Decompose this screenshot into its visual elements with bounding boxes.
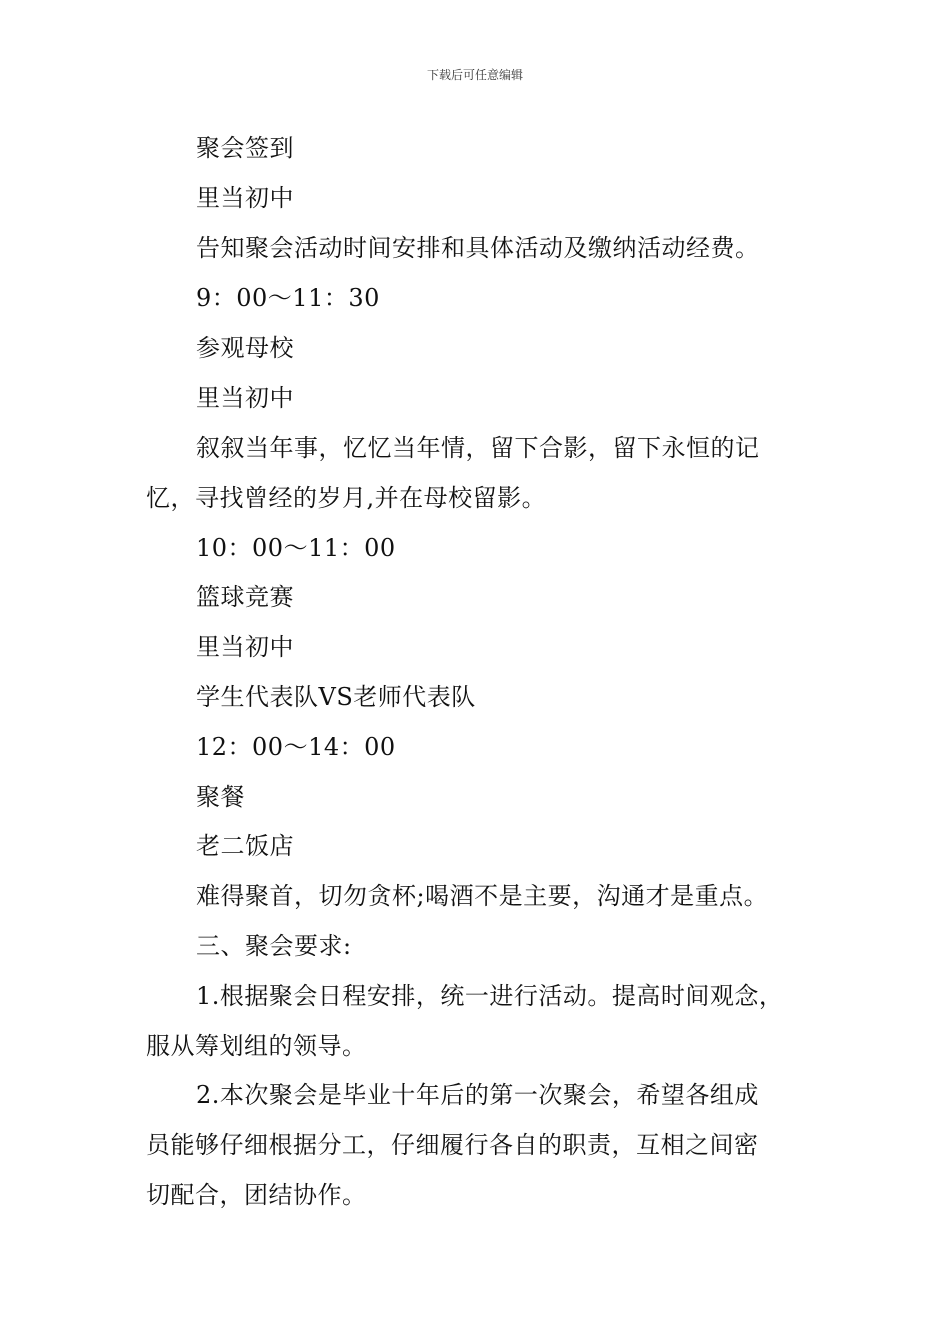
visit-time: 9：00～11：30 [196,284,380,312]
checkin-title: 聚会签到 [196,134,294,162]
requirement-1-line1: 1.根据聚会日程安排，统一进行活动。提高时间观念， [196,982,784,1010]
requirement-1-line2: 服从筹划组的领导。 [146,1032,367,1060]
visit-description-line1: 叙叙当年事，忆忆当年情，留下合影，留下永恒的记 [196,434,760,462]
requirement-2-line1: 2.本次聚会是毕业十年后的第一次聚会，希望各组成 [196,1081,759,1109]
meal-time: 12：00～14：00 [196,733,396,761]
requirement-2-line3: 切配合，团结协作。 [146,1181,367,1209]
requirement-2-line2: 员能够仔细根据分工，仔细履行各自的职责，互相之间密 [146,1131,759,1159]
meal-description: 难得聚首，切勿贪杯;喝酒不是主要，沟通才是重点。 [196,882,769,910]
basketball-description: 学生代表队VS老师代表队 [196,683,476,711]
checkin-description: 告知聚会活动时间安排和具体活动及缴纳活动经费。 [196,234,760,262]
basketball-place: 里当初中 [196,633,294,661]
visit-title: 参观母校 [196,334,294,362]
visit-description-line2: 忆，寻找曾经的岁月,并在母校留影。 [146,484,547,512]
visit-place: 里当初中 [196,384,294,412]
basketball-title: 篮球竞赛 [196,583,294,611]
download-note: 下载后可任意编辑 [426,68,523,82]
meal-title: 聚餐 [196,783,245,811]
basketball-time: 10：00～11：00 [196,534,396,562]
meal-place: 老二饭店 [196,832,294,860]
requirements-heading: 三、聚会要求: [196,932,352,960]
checkin-place: 里当初中 [196,184,294,212]
